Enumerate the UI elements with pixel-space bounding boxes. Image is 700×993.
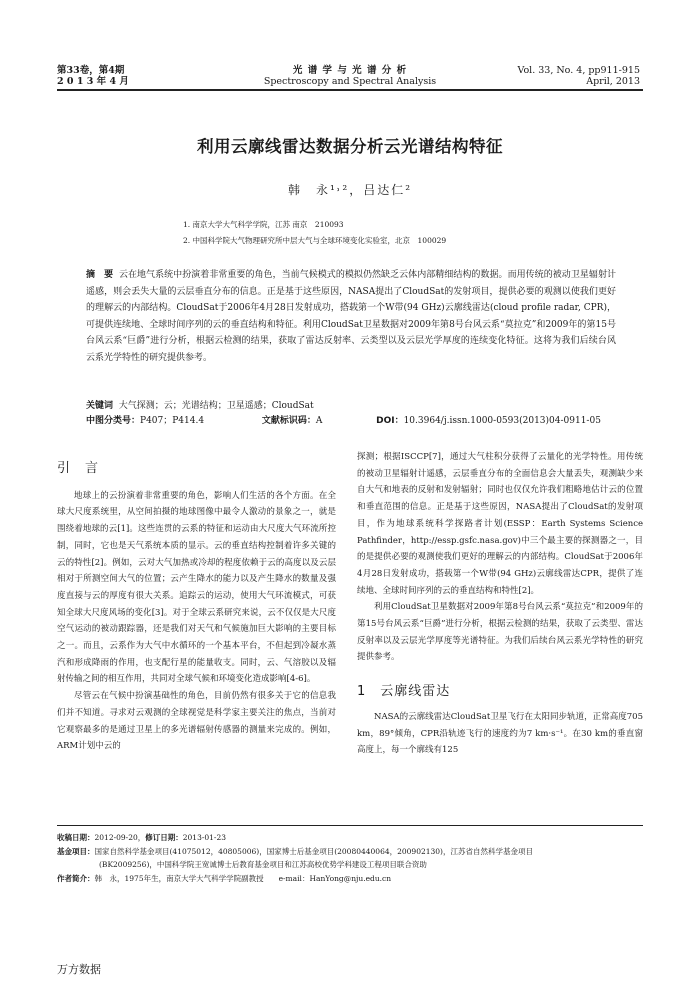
fund-line-1: 国家自然科学基金项目(41075012，40805006)，国家博士后基金项目(20080440064，200902130)，江苏省自然科学基金项目 [94,846,533,856]
section1-paragraph-1: NASA的云廓线雷达CloudSat卫星飞行在太阳同步轨道，正常高度705 km，89°倾角，CPR沿轨迹飞行的速度约为7 km·s⁻¹。在30 km的垂直窗高度上，每一个廓线有125 [357,711,643,756]
doc-code-value: A [315,416,323,426]
fund-label: 基金项目： [57,846,95,856]
bio-value: 韩 永，1975年生，南京大学大气科学学院副教授 e-mail：HanYong@nju.edu.cn [94,874,392,884]
abstract-label: 摘 要 [86,270,114,280]
bio-label: 作者简介： [57,874,95,884]
abstract-text: 云在地气系统中扮演着非常重要的角色，当前气候模式的模拟仍然缺乏云体内部精细结构的数据。而用传统的被动卫星辐射计遥感，则会丢失大量的云层垂直分布的信息。正是基于这些原因，NASA提出了CloudSat的发射项目，提供必要的观测以使我们更好的理解云的内部结构。CloudSat于2006年4月28日发射成功，搭载第一个W带(94 GHz)云廓线雷达(cloud profile radar, CPR)，可提供连续地、全球时间序列的云的垂直结构和特征。利用CloudSat卫星数据对2009年第8号台风云系“莫拉克”和2009年的第15号台风云系“巨爵”进行分析，根据云检测的结果，获取了雷达反射率、云类型以及云层光学厚度的连续变化特征。这将为我们后续台风云系光学特性的研究提供参考。 [86,270,616,363]
keywords-text: 大气探测；云；光谱结构；卫星遥感；CloudSat [118,401,314,411]
revised-value: 2013-01-23 [182,833,226,842]
received-value: 2012-09-20， [94,833,146,842]
abstract [86,267,616,367]
header-journal-cn: 光 谱 学 与 光 谱 分 析 [292,65,408,76]
footnote-rule [57,825,643,826]
header-volume: 第33卷，第4期 [57,65,125,76]
keywords-label: 关键词 [86,401,114,411]
clc-value: P407；P414.4 [140,416,205,426]
footnotes [57,831,657,886]
footnote-fund [57,845,657,859]
clc-label: 中图分类号： [86,416,141,426]
right-column [357,449,643,759]
paper-authors: 韩 永¹˒²，吕达仁² [287,183,413,197]
keywords [86,400,616,412]
header-date-en: April, 2013 [586,76,640,87]
intro-paragraph-4: 利用CloudSat卫星数据对2009年第8号台风云系“莫拉克”和2009年的第15号台风云系“巨爵”进行分析，根据云检测的结果，获取了云类型、雷达反射率以及云层光学厚度等光谱特征。为我们后续台风云系光学特性的研究提供参考。 [357,602,643,663]
received-label: 收稿日期： [57,833,95,842]
footnote-bio [57,872,657,886]
journal-volume-cn [57,65,129,87]
header-vol-en: Vol. 33, No. 4, pp911-915 [517,65,640,76]
intro-paragraph-3: 探测；根据ISCCP[7]，通过大气柱积分获得了云量化的光学特性。用传统的被动卫星辐射计遥感，云层垂直分布的全面信息会大量丢失，观测缺少来自大气和地表的反射和发射辐射；同时也仅仅允许我们粗略地估计云的位置和垂直范围的信息。正是基于这些原因，NASA提出了CloudSat的发射项目，作为地球系统科学探路者计划(ESSP：Earth Systems Science Pathfinder，http://essp.gsfc.nasa.gov)中三个最主要的探测器之一，目的是提供必要的观测使我们更好的理解云的内部结构。CloudSat于2006年4月28日发射成功，搭载第一个W带(94 GHz)云廓线雷达CPR，提供了连续地、全球时间序列的云的垂直结构和特性[2]。 [357,452,643,596]
header-journal-en: Spectroscopy and Spectral Analysis [263,76,437,87]
doi-value: 10.3964/j.issn.1000-0593(2013)04-0911-05 [403,416,601,426]
affiliation-2: 2. 中国科学院大气物理研究所中层大气与全球环境变化实验室，北京 100029 [183,236,447,245]
affiliation-1: 1. 南京大学大气科学学院，江苏 南京 210093 [183,220,344,229]
journal-volume-en [517,65,640,87]
fund-line-2: (BK2009256)，中国科学院王宽诚博士后教育基金项目和江苏高校优势学科建设工程项目联合资助 [99,860,427,870]
header-date: 2 0 1 3 年 4 月 [57,76,129,87]
journal-name [200,65,500,87]
intro-paragraph-2: 尽管云在气候中扮演基础性的角色，目前仍然有很多关于它的信息我们并不知道。寻求对云观测的全球视觉是科学家主要关注的焦点，当前对它观察最多的是通过卫星上的多光谱辐射传感器的测量来完成的。例如，ARM计划中云的 [57,691,336,752]
doi-label: DOI： [376,416,404,426]
revised-label: 修订日期： [145,833,183,842]
section1-heading: 1 云廓线雷达 [357,684,451,700]
intro-heading: 引 言 [57,461,100,476]
classification [86,415,646,427]
footnote-dates [57,831,657,845]
paper-title: 利用云廓线雷达数据分析云光谱结构特征 [197,137,503,156]
header-rule [57,89,643,91]
watermark-text: 万方数据 [57,963,101,976]
doc-code-label: 文献标识码： [261,416,316,426]
left-column [57,449,336,755]
intro-paragraph-1: 地球上的云扮演着非常重要的角色，影响人们生活的各个方面。在全球大尺度系统里，从空间拍摄的地球图像中最令人激动的景象之一，就是围绕着地球的云[1]。这些连贯的云系的特征和运动由大尺度大气环流所控制，同时，它也是天气系统本质的显示。云的垂直结构控制着许多关键的云的特性[2]。例如，云对大气加热或冷却的程度依赖于云的高度以及云层相对于所测空间大气的位置；云产生降水的能力以及产生降水的数量及强度直接与云的厚度有很大关系。追踪云的运动，使用大气环流模式，可获知全球大尺度风场的变化[3]。对于全球云系研究来说，云不仅仅是大尺度空气运动的被动跟踪器，还是我们对天气和气候施加巨大影响的主要目标之一。而且，云系作为大气中水循环的一个基本平台，不但起到冷凝水蒸汽和形成降雨的作用，也支配行星的能量收支。同时，云、气溶胶以及辐射传输之间的相互作用，共同对全球气候和环境变化造成影响[4-6]。 [57,490,336,685]
